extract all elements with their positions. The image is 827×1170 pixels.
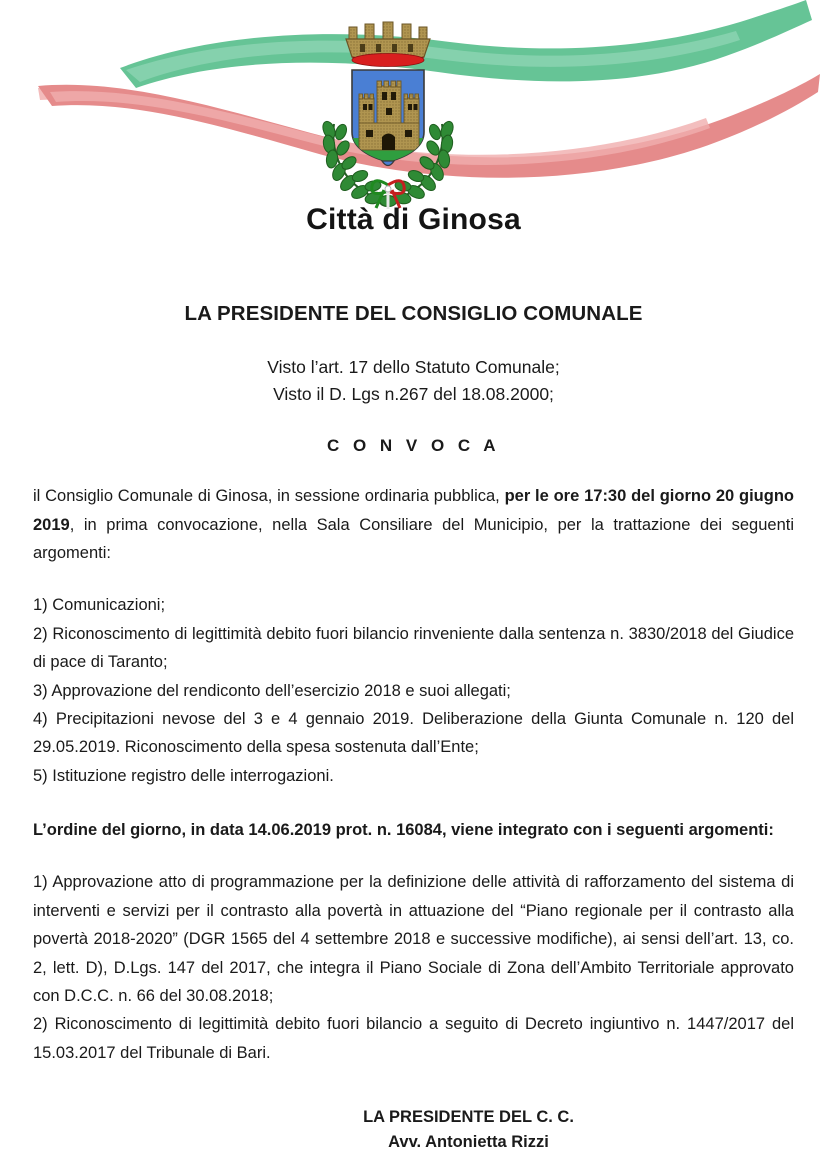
castle-gate <box>382 134 395 151</box>
integrated-item: 2) Riconoscimento di legittimità debito fuori bilancio a seguito di Decreto ingiuntivo n. 1447/2017 del 15.03.2017 del Tribunale di Bari. <box>33 1015 794 1062</box>
agenda-item: 3) Approvazione del rendiconto dell’esercizio 2018 e suoi allegati; <box>33 681 511 700</box>
signature-block <box>33 1105 794 1155</box>
visto-line-1: Visto l’art. 17 dello Statuto Comunale; <box>267 357 560 377</box>
city-title: Città di Ginosa <box>306 203 521 236</box>
agenda-item: 1) Comunicazioni; <box>33 596 166 615</box>
integrated-list <box>33 868 794 1067</box>
intro-part-1: il Consiglio Comunale di Ginosa, in sessione ordinaria pubblica, <box>33 487 505 506</box>
agenda-item: 2) Riconoscimento di legittimità debito fuori bilancio rinveniente dalla sentenza n. 3830/2018 del Giudice di pace di Taranto; <box>33 624 794 672</box>
visto-block <box>33 354 794 408</box>
signature-name: Avv. Antonietta Rizzi <box>388 1132 549 1151</box>
integrated-item: 1) Approvazione atto di programmazione per la definizione delle attività di rafforzamento del sistema di interventi e servizi per il contrasto alla povertà in attuazione del “Piano regionale per il contrasto alla povertà 2018-2020” (DGR 1565 del 4 settembre 2018 e successive modifiche), ai sensi dell’art. 13, co. 2, lett. D), D.Lgs. 147 del 2017, che integra il Piano Sociale di Zona dell’Ambito Territoriale approvato con D.C.C. n. 66 del 30.08.2018; <box>33 873 794 1005</box>
integration-notice: L’ordine del giorno, in data 14.06.2019 prot. n. 16084, viene integrato con i seguenti argomenti: <box>33 821 774 839</box>
document-body <box>0 302 827 1155</box>
convoca-label: C O N V O C A <box>326 436 501 456</box>
letterhead <box>0 0 827 250</box>
agenda-item: 5) Istituzione registro delle interrogazioni. <box>33 766 334 785</box>
agenda-item: 4) Precipitazioni nevose del 3 e 4 gennaio 2019. Deliberazione della Giunta Comunale n. 120 del 29.05.2019. Riconoscimento della spesa sostenuta dall’Ente; <box>33 709 794 757</box>
intro-paragraph <box>33 482 794 567</box>
visto-line-2: Visto il D. Lgs n.267 del 18.08.2000; <box>273 384 554 405</box>
intro-bold-datetime: per le ore 17:30 del giorno 20 giugno 2019 <box>33 487 794 534</box>
coat-of-arms-icon <box>320 20 500 210</box>
agenda-list <box>33 591 794 790</box>
intro-part-2: , in prima convocazione, nella Sala Consiliare del Municipio, per la trattazione dei seguenti argomenti: <box>33 515 794 562</box>
document-heading: LA PRESIDENTE DEL CONSIGLIO COMUNALE <box>184 302 643 325</box>
shield-icon <box>350 70 428 168</box>
mural-crown-icon <box>346 22 430 67</box>
signature-role: LA PRESIDENTE DEL C. C. <box>363 1108 574 1126</box>
